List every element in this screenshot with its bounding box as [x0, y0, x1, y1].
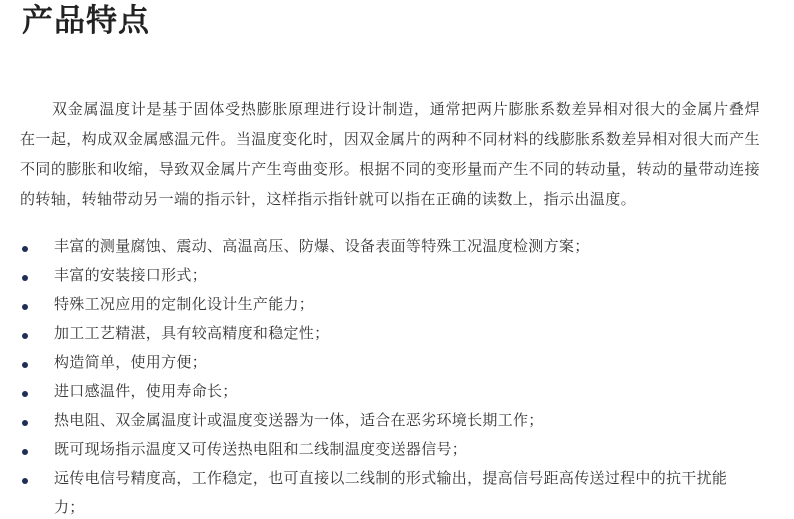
bullet-icon [22, 449, 28, 455]
feature-text: 进口感温件，使用寿命长； [54, 382, 238, 400]
bullet-icon [22, 246, 28, 252]
features-list [0, 232, 794, 519]
bullet-icon [22, 420, 28, 426]
feature-text: 丰富的安装接口形式； [54, 266, 208, 284]
feature-text: 加工工艺精湛，具有较高精度和稳定性； [54, 324, 330, 342]
bullet-icon [22, 478, 28, 484]
list-item [0, 290, 754, 319]
bullet-icon [22, 275, 28, 281]
list-item [0, 406, 754, 435]
bullet-icon [22, 391, 28, 397]
list-item [0, 377, 754, 406]
list-item [0, 319, 754, 348]
section-title: 产品特点 [22, 3, 150, 39]
list-item [0, 261, 754, 290]
feature-text: 热电阻、双金属温度计或温度变送器为一体，适合在恶劣环境长期工作； [54, 411, 544, 429]
intro-paragraph: 双金属温度计是基于固体受热膨胀原理进行设计制造，通常把两片膨胀系数差异相对很大的金属片叠焊在一起，构成双金属感温元件。当温度变化时，因双金属片的两种不同材料的线膨胀系数差异相对很大而产生不同的膨胀和收缩，导致双金属片产生弯曲变形。根据不同的变形量而产生不同的转动量，转动的量带动连接的转轴，转轴带动另一端的指示针，这样指示指针就可以指在正确的读数上，指示出温度。 [20, 100, 760, 208]
bullet-icon [22, 362, 28, 368]
list-item [0, 232, 754, 261]
feature-text: 构造简单，使用方便； [54, 353, 208, 371]
feature-text: 远传电信号精度高，工作稳定，也可直接以二线制的形式输出，提高信号距高传送过程中的抗干扰能力； [54, 469, 728, 516]
bullet-icon [22, 304, 28, 310]
feature-text: 既可现场指示温度又可传送热电阻和二线制温度变送器信号； [54, 440, 468, 458]
list-item [0, 464, 754, 519]
bullet-icon [22, 333, 28, 339]
list-item [0, 348, 754, 377]
feature-text: 特殊工况应用的定制化设计生产能力； [54, 295, 315, 313]
list-item [0, 435, 754, 464]
feature-text: 丰富的测量腐蚀、震动、高温高压、防爆、设备表面等特殊工况温度检测方案； [54, 237, 590, 255]
